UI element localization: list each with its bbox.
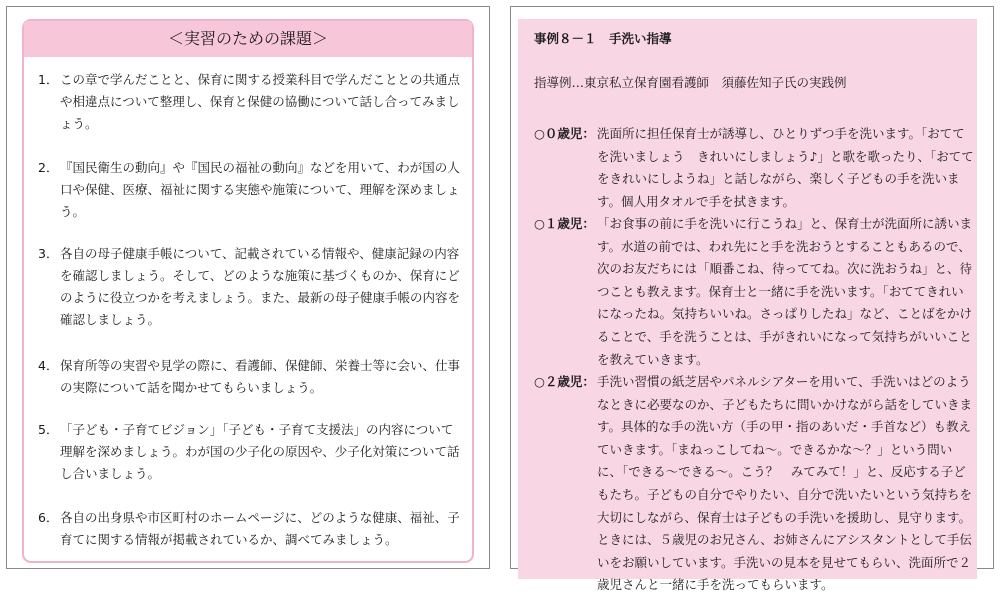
task-number: 2． [38, 160, 59, 175]
task-item-4 [38, 355, 464, 399]
task-text: この章で学んだことと、保育に関する授業科目で学んだこととの共通点や相違点について整理し、保育と保健の協働について話し合ってみましょう。 [60, 72, 461, 131]
age-block-1 [534, 213, 974, 371]
left-page [6, 6, 490, 569]
age-label: ○２歳児： [534, 374, 595, 389]
case-subtitle: 指導例…東京私立保育園看護師 須藤佐知子氏の実践例 [534, 75, 847, 90]
task-number: 5． [38, 422, 59, 437]
age-text: 手洗い習慣の紙芝居やパネルシアターを用いて、手洗いはどのようなときに必要なのか、子どもたちに問いかけながら話をしていきます。具体的な手の洗い方（手の甲・指のあいだ・手首など）も教えていきます。「まねっこしてね～。できるかな～？」という問いに、「できる～できる～。こう？ みてみて！」と、反応する子どもたち。子どもの自分でやりたい、自分で洗いたいという気持ちを大切にしながら、保育士は子どもの手洗いを援助し、見守ります。ときには、５歳児のお兄さん、お姉さんにアシスタントとして手伝いをお願いしています。手洗いの見本を見せてもらい、洗面所で２歳児さんと一緒に手を洗ってもらいます。 [597, 374, 973, 593]
task-text: 「子ども・子育てビジョン」「子ども・子育て支援法」の内容について理解を深めましょう。わが国の少子化の原因や、少子化対策について話し合いましょう。 [60, 422, 460, 481]
age-text: 洗面所に担任保育士が誘導し、ひとりずつ手を洗います。「おててを洗いましょう きれいにしましょう♪」と歌を歌ったり、「おててをきれいにしようね」と話しながら、楽しく子どもの手を洗います。個人用タオルで手を拭きます。 [597, 126, 974, 209]
age-text: 「お食事の前に手を洗いに行こうね」と、保育士が洗面所に誘います。水道の前では、われ先にと手を洗おうとすることもあるので、次のお友だちには「順番こね、待っててね。次に洗おうね」と、待つことも教えます。保育士と一緒に手を洗います。「おててきれいになったね。気持ちいいね。さっぱりしたね」など、ことばをかけることで、手を洗うことは、手がきれいになって気持ちがいいことを教えていきます。 [597, 216, 973, 367]
task-number: 6． [38, 510, 59, 525]
task-item-3 [38, 243, 464, 331]
task-item-6 [38, 507, 464, 551]
task-card-title: ＜実習のための課題＞ [24, 21, 472, 57]
task-text: 各自の母子健康手帳について、記載されている情報や、健康記録の内容を確認しましょう。そして、どのような施策に基づくものか、保育にどのように役立つかを考えましょう。また、最新の母子健康手帳の内容を確認しましょう。 [60, 246, 461, 327]
age-label: ○０歳児： [534, 126, 595, 141]
age-block-0 [534, 123, 974, 213]
right-page [510, 6, 994, 593]
task-text: 『国民衛生の動向』や『国民の福祉の動向』などを用いて、わが国の人口や保健、医療、福祉に関する実態や施策について、理解を深めましょう。 [60, 160, 460, 219]
case-title: 事例８－１ 手洗い指導 [534, 31, 672, 46]
practice-task-card [22, 19, 474, 563]
age-label: ○１歳児： [534, 216, 595, 231]
case-study-box [518, 19, 977, 593]
task-item-5 [38, 419, 464, 485]
task-text: 各自の出身県や市区町村のホームページに、どのような健康、福祉、子育てに関する情報が掲載されているか、調べてみましょう。 [60, 510, 460, 547]
task-number: 3． [38, 246, 59, 261]
task-number: 1． [38, 72, 59, 87]
task-item-1 [38, 69, 464, 135]
age-block-2 [534, 371, 974, 597]
task-text: 保育所等の実習や見学の際に、看護師、保健師、栄養士等に会い、仕事の実際について話を聞かせてもらいましょう。 [60, 358, 461, 395]
task-number: 4． [38, 358, 59, 373]
task-item-2 [38, 157, 464, 223]
